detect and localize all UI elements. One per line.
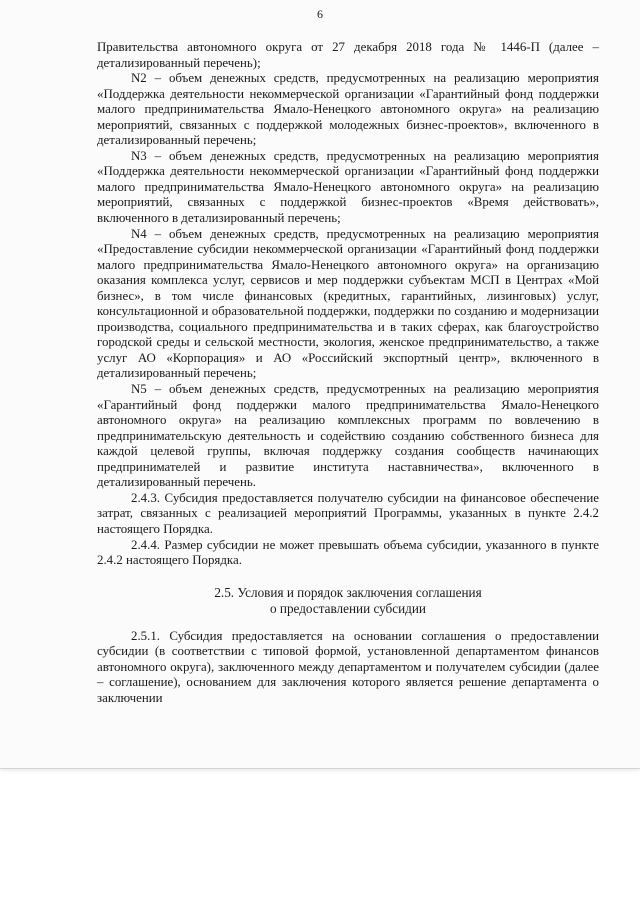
section-title-line-2: о предоставлении субсидии	[270, 600, 426, 616]
paragraph-continuation: Правительства автономного округа от 27 декабря 2018 года № 1446-П (далее – детализированный перечень);	[97, 40, 599, 70]
paragraph-n5: N5 – объем денежных средств, предусмотренных на реализацию мероприятия «Гарантийный фонд поддержки малого предпринимательства Ямало-Ненецкого автономного округа» на реализацию комплексных программ по вовлечению в предпринимательскую деятельность и содействию созданию собственного бизнеса для каждой целевой группы, включая поддержку создания сообществ начинающих предпринимателей и развитие института наставничества», включенного в детализированный перечень.	[97, 382, 599, 490]
section-title	[97, 585, 599, 617]
section-title-line-1: 2.5. Условия и порядок заключения соглашения	[214, 584, 482, 600]
paragraph-2-5-1: 2.5.1. Субсидия предоставляется на основании соглашения о предоставлении субсидии (в соответствии с типовой формой, установленной департаментом финансов автономного округа), заключенного между департаментом и получателем субсидии (далее – соглашение), основанием для заключения которого является решение департамента о заключении	[97, 628, 599, 705]
paragraph-n2: N2 – объем денежных средств, предусмотренных на реализацию мероприятия «Поддержка деятельности некоммерческой организации «Гарантийный фонд поддержки малого предпринимательства Ямало-Ненецкого автономного округа» на реализацию мероприятий, связанных с поддержкой молодежных бизнес-проектов», включенного в детализированный перечень;	[97, 71, 599, 148]
paragraph-n4: N4 – объем денежных средств, предусмотренных на реализацию мероприятия «Предоставление субсидии некоммерческой организации «Гарантийный фонд поддержки малого предпринимательства Ямало-Ненецкого автономного округа» на организацию оказания комплекса услуг, сервисов и мер поддержки субъектам МСП в Центрах «Мой бизнес», в том числе финансовых (кредитных, гарантийных, лизинговых) услуг, консультационной и образовательной поддержки, поддержки по созданию и модернизации производства, социального предпринимательства и в таких сферах, как благоустройство городской среды и сельской местности, экология, женское предпринимательство, а также услуг АО «Корпорация» и АО «Российский экспортный центр», включенного в детализированный перечень;	[97, 226, 599, 381]
paragraph-n3: N3 – объем денежных средств, предусмотренных на реализацию мероприятия «Поддержка деятельности некоммерческой организации «Гарантийный фонд поддержки малого предпринимательства Ямало-Ненецкого автономного округа» на реализацию мероприятий, связанных с поддержкой бизнес-проектов «Время действовать», включенного в детализированный перечень;	[97, 148, 599, 226]
paragraph-2-4-4: 2.4.4. Размер субсидии не может превышать объема субсидии, указанного в пункте 2.4.2 настоящего Порядка.	[97, 537, 599, 568]
paragraph-2-4-3: 2.4.3. Субсидия предоставляется получателю субсидии на финансовое обеспечение затрат, связанных с реализацией мероприятий Программы, указанных в пункте 2.4.2 настоящего Порядка.	[97, 490, 599, 536]
document-body	[97, 40, 599, 706]
page-number: 6	[317, 7, 323, 21]
